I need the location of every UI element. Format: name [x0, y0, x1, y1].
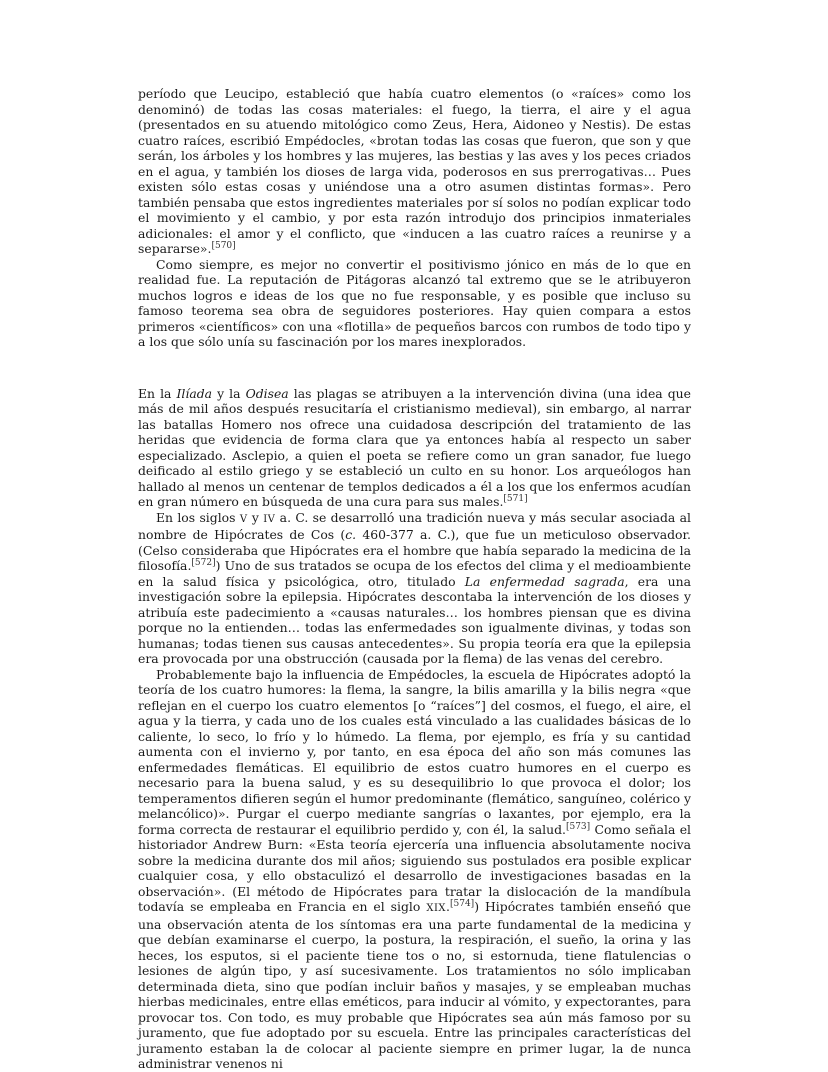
- text-run: ) Uno de sus tratados se ocupa de los efectos del clima y el medioambiente en la salud física y psicológica, otro, titulado: [138, 558, 691, 589]
- page-body: [138, 86, 691, 1072]
- text-run: En la: [138, 385, 177, 401]
- text-run: y la: [212, 385, 246, 401]
- footnote-ref[interactable]: [570]: [211, 240, 236, 251]
- italic-text: Odisea: [245, 385, 289, 401]
- italic-text: Ilíada: [176, 385, 213, 401]
- footnote-ref[interactable]: [572]: [191, 557, 216, 568]
- text-run: Como siempre, es mejor no convertir el positivismo jónico en más de lo que en realidad fue. La reputación de Pitágoras alcanzó tal extremo que se le atribuyeron muchos logros e ideas de los que no fue responsable, y es posible que incluso su famoso teorema sea obra de seguidores posteriores. Hay quien compara a estos primeros «científicos» con una «flotilla» de pequeños barcos con rumbos de todo tipo y a los que sólo unía su fascinación por los mares inexplorados.: [138, 256, 691, 349]
- italic-text: c.: [345, 527, 357, 542]
- text-run: Probablemente bajo la influencia de Empédocles, la escuela de Hipócrates adoptó la teoría de los cuatro humores: la flema, la sangre, la bilis amarilla y la bilis negra «que reflejan en el cuerpo los cuatro elementos [o “raíces”] del cosmos, el fuego, el aire, el agua y la tierra, y cada uno de los cuales está vinculado a las cualidades básicas de lo caliente, lo seco, lo frío y lo húmedo. La flema, por ejemplo, es fría y su cantidad aumenta con el invierno y, por tanto, en esa época del año son más comunes las enfermedades flemáticas. El equilibrio de estos cuatro humores en el cuerpo es necesario para la buena salud, y es su desequilibrio lo que provoca el dolor; los temperamentos difieren según el humor predominante (flemático, sanguíneo, colérico y melancólico)». Purgar el cuerpo mediante sangrías o laxantes, por ejemplo, era la forma correcta de restaurar el equilibrio perdido y, con él, la salud.: [138, 666, 691, 837]
- text-run: a. C. se desarrolló una tradición nueva y más secular asociada al nombre de Hipócrates de Cos (: [138, 509, 691, 542]
- text-run: .: [446, 899, 450, 914]
- footnote-ref[interactable]: [574]: [449, 898, 475, 909]
- footnote-ref[interactable]: [571]: [503, 493, 528, 504]
- text-run: 460-377 a. C.), que fue un meticuloso observador. (Celso consideraba que Hipócrates era el hombre que había separado la medicina de la filosofía.: [138, 527, 691, 573]
- text-run: En los siglos: [156, 509, 240, 525]
- italic-text: La enfermedad sagrada: [464, 573, 625, 589]
- paragraph: [138, 667, 691, 1072]
- footnote-ref[interactable]: [573]: [565, 821, 591, 832]
- text-run: Como señala el historiador Andrew Burn: «Esta teoría ejercería una influencia absolutamente nociva sobre la medicina durante dos mil años; siguiendo sus postulados era posible explicar cualquier cosa, y ello obstaculizó el desarrollo de investigaciones basadas en la observación». (El método de Hipócrates para tratar la dislocación de la mandíbula todavía se empleaba en Francia en el siglo: [138, 821, 691, 914]
- text-run: las plagas se atribuyen a la intervención divina (una idea que más de mil años después resucitaría el cristianismo medieval), sin embargo, al narrar las batallas Homero nos ofrece una cuidadosa descripción del tratamiento de las heridas que evidencia de forma clara que ya entonces había al respecto un saber especializado. Asclepio, a quien el poeta se refiere como un gran sanador, fue luego deificado al estilo griego y se estableció un culto en su honor. Los arqueólogos han hallado al menos un centenar de templos dedicados a él a los que los enfermos acudían en gran número en búsqueda de una cura para sus males.: [138, 385, 691, 509]
- text-run: V: [239, 513, 248, 525]
- text-run: , era una investigación sobre la epilepsia. Hipócrates descontaba la intervención de los dioses y atribuía este padecimiento a «causas naturales… los hombres piensan que es divina porque no la entienden… todas las enfermedades son igualmente divinas, y todas son humanas; todas tienen sus causas antecedentes». Su propia teoría era que la epilepsia era provocada por una obstrucción (causada por la flema) de las venas del cerebro.: [138, 573, 691, 666]
- section-paragraph: [138, 386, 691, 510]
- paragraph: [138, 86, 691, 257]
- text-run: ) Hipócrates también enseñó que una observación atenta de los síntomas era una parte fundamental de la medicina y que debían examinarse el cuerpo, la postura, la respiración, el sueño, la orina y las heces, los esputos, si el paciente tiene tos o no, si estornuda, tiene flatulencias o lesiones de algún tipo, y así sucesivamente. Los tratamientos no sólo implicaban determinada dieta, sino que podían incluir baños y masajes, y se empleaban muchas hierbas medicinales, entre ellas eméticos, para inducir al vómito, y expectorantes, para provocar tos. Con todo, es muy probable que Hipócrates sea aún más famoso por su juramento, que fue adoptado por su escuela. Entre las principales características del juramento estaban la de colocar al paciente siempre en primer lugar, la de nunca administrar venenos ni: [138, 899, 691, 1071]
- text-run: período que Leucipo, estableció que había cuatro elementos (o «raíces» como los denominó) de todas las cosas materiales: el fuego, la tierra, el aire y el agua (presentados en su atuendo mitológico como Zeus, Hera, Aidoneo y Nestis). De estas cuatro raíces, escribió Empédocles, «brotan todas las cosas que fueron, que son y que serán, los árboles y los hombres y las mujeres, las bestias y las aves y los peces criados en el agua, y también los dioses de larga vida, poderosos en sus prerrogativas… Pues existen sólo estas cosas y uniéndose una a otro asumen distintas formas». Pero también pensaba que estos ingredientes materiales por sí solos no podían explicar todo el movimiento y el cambio, y por esta razón introdujo dos principios inmateriales adicionales: el amor y el conflicto, que «inducen a las cuatro raíces a reunirse y a separarse».: [138, 86, 691, 256]
- text-run: y: [247, 509, 264, 525]
- paragraph: [138, 510, 691, 667]
- text-run: XIX: [426, 903, 447, 914]
- paragraph: [138, 257, 691, 350]
- text-run: IV: [263, 513, 276, 525]
